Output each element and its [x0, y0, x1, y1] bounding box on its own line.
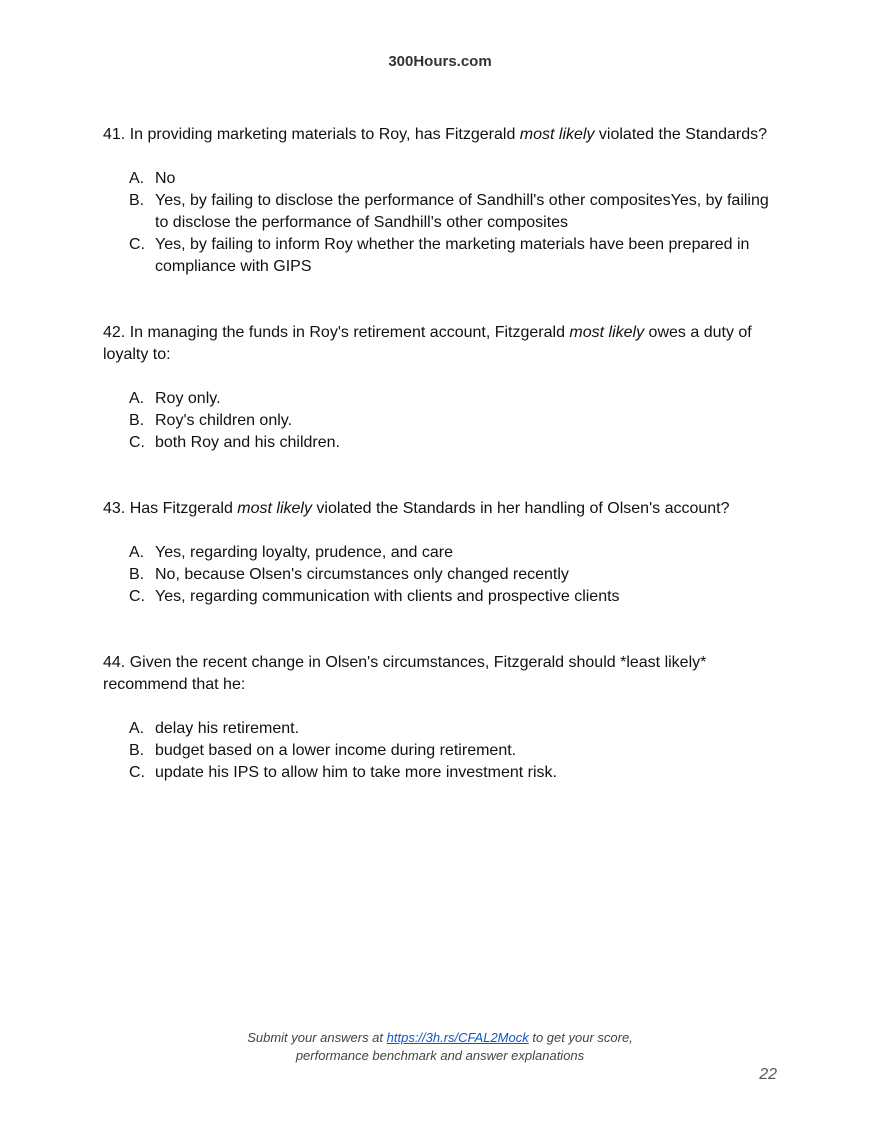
option-letter: A.	[129, 170, 145, 187]
option-letter: A.	[129, 390, 145, 407]
option-b	[129, 740, 783, 762]
questions-container	[103, 124, 783, 828]
option-b	[129, 564, 783, 586]
question-stem	[103, 498, 783, 520]
answer-options	[103, 542, 783, 608]
question-text-pre: 41. In providing marketing materials to Roy, has Fitzgerald	[103, 126, 520, 143]
option-letter: B.	[129, 742, 145, 759]
footer-line-1	[0, 1029, 880, 1047]
footer-suffix: to get your score,	[528, 1030, 633, 1045]
option-c	[129, 586, 783, 608]
question-stem	[103, 124, 783, 146]
question-text-post: violated the Standards?	[594, 126, 768, 143]
question-text-post: owes a duty of loyalty to:	[103, 324, 752, 363]
question-stem	[103, 652, 783, 696]
option-letter: A.	[129, 720, 145, 737]
option-letter: B.	[129, 412, 145, 429]
question-41	[103, 124, 783, 278]
option-text: Yes, by failing to disclose the performance of Sandhill's other compositesYes, by failing to disclose the performance of Sandhill's other composites	[155, 192, 769, 231]
question-43	[103, 498, 783, 608]
option-c	[129, 234, 783, 278]
answer-options	[103, 168, 783, 278]
option-b	[129, 410, 783, 432]
question-text-pre: 43. Has Fitzgerald	[103, 500, 238, 517]
answer-options	[103, 718, 783, 784]
option-text: Yes, regarding loyalty, prudence, and care	[155, 544, 453, 561]
option-letter: C.	[129, 236, 145, 253]
question-text-post: violated the Standards in her handling of Olsen's account?	[311, 500, 730, 517]
option-text: No	[155, 170, 176, 187]
option-a	[129, 168, 783, 190]
option-b	[129, 190, 783, 234]
answer-options	[103, 388, 783, 454]
option-text: No, because Olsen's circumstances only changed recently	[155, 566, 569, 583]
option-a	[129, 718, 783, 740]
option-text: both Roy and his children.	[155, 434, 340, 451]
question-44	[103, 652, 783, 784]
footer-line-2: performance benchmark and answer explanations	[295, 1048, 585, 1063]
option-letter: C.	[129, 434, 145, 451]
option-c	[129, 432, 783, 454]
page-footer	[0, 1029, 880, 1065]
site-header: 300Hours.com	[388, 53, 492, 70]
option-c	[129, 762, 783, 784]
question-text-pre: 44. Given the recent change in Olsen's circumstances, Fitzgerald should *least likely* recommend that he:	[103, 654, 707, 693]
option-text: delay his retirement.	[155, 720, 300, 737]
option-text: Yes, regarding communication with clients and prospective clients	[155, 588, 620, 605]
submit-answers-link[interactable]: https://3h.rs/CFAL2Mock	[386, 1030, 529, 1045]
option-text: Roy's children only.	[155, 412, 293, 429]
question-emphasis: most likely	[569, 324, 645, 341]
option-a	[129, 542, 783, 564]
option-text: Yes, by failing to inform Roy whether the marketing materials have been prepared in compliance with GIPS	[155, 236, 750, 275]
option-letter: B.	[129, 566, 145, 583]
option-letter: C.	[129, 764, 145, 781]
option-letter: A.	[129, 544, 145, 561]
question-text-pre: 42. In managing the funds in Roy's retirement account, Fitzgerald	[103, 324, 570, 341]
question-stem	[103, 322, 783, 366]
page-number: 22	[759, 1066, 777, 1083]
footer-prefix: Submit your answers at	[247, 1030, 387, 1045]
option-a	[129, 388, 783, 410]
option-text: Roy only.	[155, 390, 221, 407]
option-letter: C.	[129, 588, 145, 605]
option-text: budget based on a lower income during retirement.	[155, 742, 517, 759]
question-42	[103, 322, 783, 454]
option-text: update his IPS to allow him to take more investment risk.	[155, 764, 557, 781]
option-letter: B.	[129, 192, 145, 209]
question-emphasis: most likely	[237, 500, 312, 517]
question-emphasis: most likely	[519, 126, 595, 143]
